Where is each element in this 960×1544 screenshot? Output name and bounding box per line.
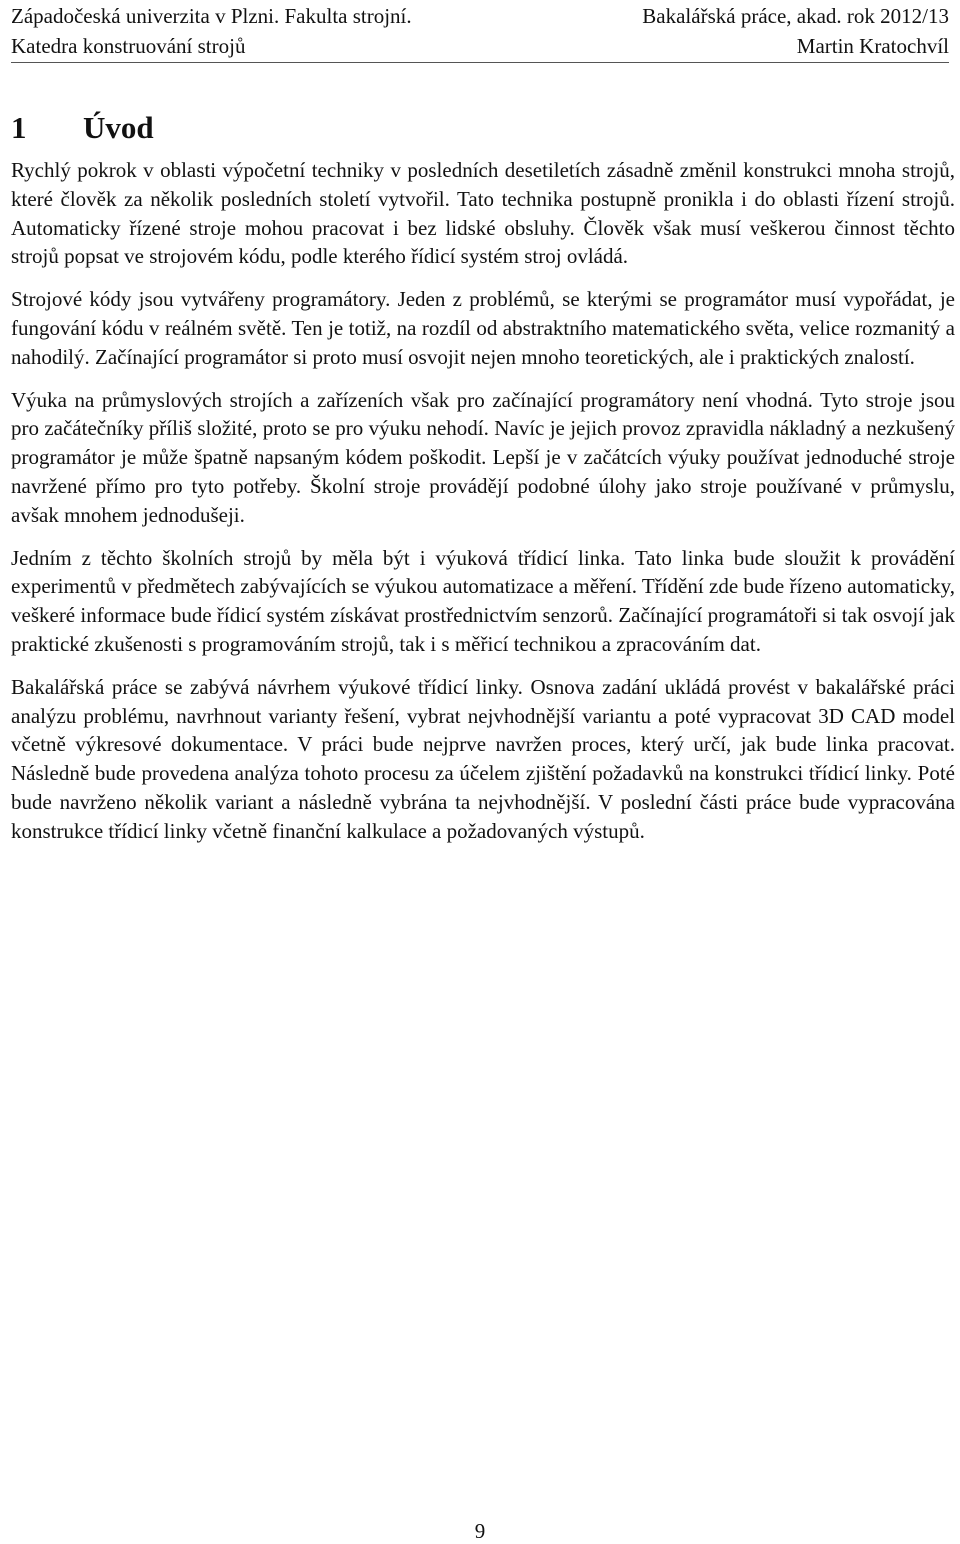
paragraph-1: Rychlý pokrok v oblasti výpočetní techniky v posledních desetiletích zásadně změnil konstrukci mnoha strojů, které člověk za několik posledních století vytvořil. Tato technika postupně pronikla i do oblasti řízení strojů. Automaticky řízené stroje mohou pracovat i bez lidské obsluhy. Člověk však musí veškerou činnost těchto strojů popsat ve strojovém kódu, podle kterého řídicí systém stroj ovládá. [11,158,955,269]
chapter-heading [11,106,154,150]
paragraph-3: Výuka na průmyslových strojích a zařízeních však pro začínající programátory není vhodná. Tyto stroje jsou pro začátečníky příliš složité, proto se pro výuku nehodí. Navíc je jejich provoz zpravidla nákladný a nezkušený programátor je může špatně napsaným kódem poškodit. Lepší je v začátcích výuky používat jednoduché stroje navržené přímo pro tyto potřeby. Školní stroje provádějí podobné úlohy jako stroje používané v průmyslu, avšak mnohem jednodušeji. [11,387,955,527]
university-name: Západočeská univerzita v Plzni. Fakulta strojní. [11,4,412,28]
chapter-title: Úvod [83,110,154,145]
chapter-number: 1 [11,110,27,145]
author-name: Martin Kratochvíl [796,34,949,58]
paragraph-2: Strojové kódy jsou vytvářeny programátory. Jeden z problémů, se kterými se programátor musí vypořádat, je fungování kódu v reálném světě. Ten je totiž, na rozdíl od abstraktního matematického světa, velice rozmanitý a nahodilý. Začínající programátor si proto musí osvojit nejen mnoho teoretických, ale i praktických znalostí. [11,287,955,369]
header-row-top [11,2,949,30]
page-header [11,0,949,63]
department-name: Katedra konstruování strojů [11,34,246,58]
header-row-bottom [11,32,949,60]
page-number: 9 [474,1519,486,1543]
thesis-info: Bakalářská práce, akad. rok 2012/13 [642,4,949,28]
paragraph-5: Bakalářská práce se zabývá návrhem výukové třídicí linky. Osnova zadání ukládá provést v bakalářské práci analýzu problému, navrhnout varianty řešení, vybrat nejvhodnější variantu a poté vypracovat 3D CAD model včetně výkresové dokumentace. V práci bude nejprve navržen proces, který určí, jak bude linka pracovat. Následně bude provedena analýza tohoto procesu za účelem zjištění požadavků na konstrukci třídicí linky. Poté bude navrženo několik variant a následně vybrána ta nejvhodnější. V poslední části práce bude vypracována konstrukce třídicí linky včetně finanční kalkulace a požadovaných výstupů. [11,674,955,843]
body-text [11,156,955,860]
paragraph-4: Jedním z těchto školních strojů by měla být i výuková třídicí linka. Tato linka bude sloužit k provádění experimentů v předmětech zabývajících se výukou automatizace a měření. Třídění zde bude řízeno automaticky, veškeré informace bude řídicí systém získávat prostřednictvím senzorů. Začínající programátoři si tak osvojí jak praktické zkušenosti s programováním strojů, tak i s měřicí technikou a zpracováním dat. [11,545,955,656]
